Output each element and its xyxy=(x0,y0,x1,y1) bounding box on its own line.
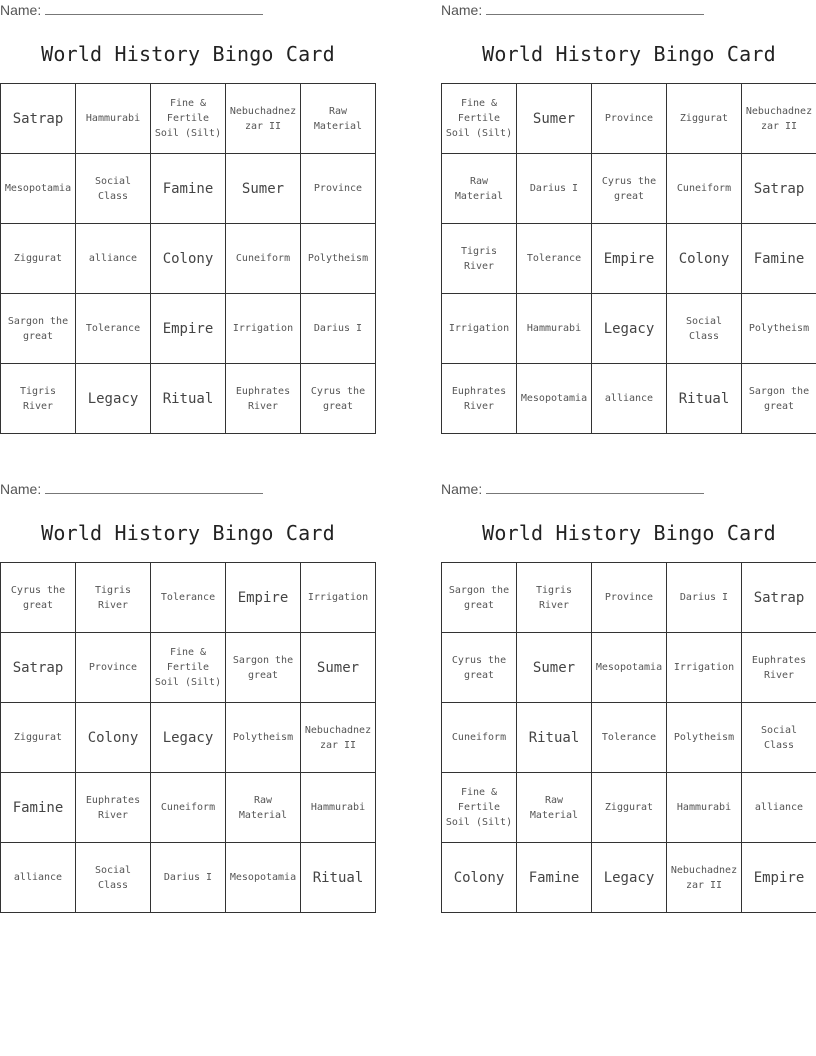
card-title: World History Bingo Card xyxy=(41,521,335,545)
bingo-cell[interactable]: Social Class xyxy=(742,703,816,773)
bingo-cell[interactable]: Sargon the great xyxy=(442,563,517,633)
bingo-cell[interactable]: Famine xyxy=(1,773,76,843)
bingo-cell[interactable]: Cuneiform xyxy=(151,773,226,843)
bingo-cell[interactable]: Cyrus the great xyxy=(442,633,517,703)
bingo-cell[interactable]: Province xyxy=(592,563,667,633)
bingo-cell[interactable]: Nebuchadnezzar II xyxy=(301,703,376,773)
bingo-cell[interactable]: Darius I xyxy=(517,154,592,224)
bingo-cell[interactable]: Tolerance xyxy=(151,563,226,633)
bingo-cell[interactable]: alliance xyxy=(76,224,151,294)
bingo-cell[interactable]: Famine xyxy=(517,843,592,913)
bingo-cell[interactable]: Mesopotamia xyxy=(226,843,301,913)
bingo-cell[interactable]: alliance xyxy=(1,843,76,913)
bingo-cell[interactable]: Mesopotamia xyxy=(1,154,76,224)
bingo-cell[interactable]: Nebuchadnezzar II xyxy=(667,843,742,913)
bingo-cell[interactable]: Fine & Fertile Soil (Silt) xyxy=(151,84,226,154)
bingo-cell[interactable]: Empire xyxy=(151,294,226,364)
bingo-cell[interactable]: Social Class xyxy=(667,294,742,364)
bingo-cell[interactable]: Fine & Fertile Soil (Silt) xyxy=(442,773,517,843)
bingo-cell[interactable]: Hammurabi xyxy=(301,773,376,843)
bingo-cell[interactable]: alliance xyxy=(592,364,667,434)
bingo-cell[interactable]: Polytheism xyxy=(742,294,816,364)
bingo-cell[interactable]: Province xyxy=(76,633,151,703)
bingo-cell[interactable]: Irrigation xyxy=(667,633,742,703)
bingo-cell[interactable]: Irrigation xyxy=(226,294,301,364)
bingo-cell[interactable]: Fine & Fertile Soil (Silt) xyxy=(151,633,226,703)
bingo-cell[interactable]: Sumer xyxy=(517,84,592,154)
bingo-cell[interactable]: Cyrus the great xyxy=(592,154,667,224)
bingo-cell[interactable]: Euphrates River xyxy=(76,773,151,843)
bingo-cell[interactable]: Legacy xyxy=(76,364,151,434)
bingo-cell[interactable]: Ritual xyxy=(517,703,592,773)
bingo-cell[interactable]: Polytheism xyxy=(301,224,376,294)
name-underline[interactable] xyxy=(486,2,704,15)
bingo-cell[interactable]: Mesopotamia xyxy=(592,633,667,703)
bingo-cell[interactable]: Legacy xyxy=(151,703,226,773)
bingo-cell[interactable]: Satrap xyxy=(1,633,76,703)
bingo-cell[interactable]: Province xyxy=(592,84,667,154)
bingo-cell[interactable]: Hammurabi xyxy=(667,773,742,843)
bingo-cell[interactable]: Nebuchadnezzar II xyxy=(226,84,301,154)
bingo-cell[interactable]: Satrap xyxy=(742,154,816,224)
bingo-cell[interactable]: Darius I xyxy=(301,294,376,364)
name-label: Name: xyxy=(441,481,483,497)
name-field-line xyxy=(441,2,704,18)
bingo-cell[interactable]: Cyrus the great xyxy=(1,563,76,633)
bingo-grid xyxy=(441,562,816,913)
name-label: Name: xyxy=(0,481,42,497)
bingo-cell[interactable]: Famine xyxy=(151,154,226,224)
bingo-cell[interactable]: Famine xyxy=(742,224,816,294)
bingo-cell[interactable]: Irrigation xyxy=(442,294,517,364)
bingo-cell[interactable]: Sumer xyxy=(517,633,592,703)
bingo-cell[interactable]: Colony xyxy=(76,703,151,773)
card-title: World History Bingo Card xyxy=(482,521,776,545)
bingo-cell[interactable]: Raw Material xyxy=(226,773,301,843)
bingo-cell[interactable]: Ziggurat xyxy=(667,84,742,154)
bingo-cell[interactable]: alliance xyxy=(742,773,816,843)
bingo-cell[interactable]: Ritual xyxy=(301,843,376,913)
bingo-cell[interactable]: Social Class xyxy=(76,154,151,224)
bingo-cell[interactable]: Sumer xyxy=(226,154,301,224)
bingo-cell[interactable]: Cuneiform xyxy=(442,703,517,773)
bingo-cell[interactable]: Empire xyxy=(592,224,667,294)
bingo-cell[interactable]: Tolerance xyxy=(76,294,151,364)
bingo-cell[interactable]: Satrap xyxy=(1,84,76,154)
bingo-cell[interactable]: Tolerance xyxy=(517,224,592,294)
bingo-cell[interactable]: Colony xyxy=(151,224,226,294)
name-field-line xyxy=(0,2,263,18)
bingo-cell[interactable]: Legacy xyxy=(592,294,667,364)
bingo-cell[interactable]: Tigris River xyxy=(442,224,517,294)
name-underline[interactable] xyxy=(45,2,263,15)
bingo-cell[interactable]: Ritual xyxy=(667,364,742,434)
bingo-cell[interactable]: Raw Material xyxy=(442,154,517,224)
bingo-cell[interactable]: Ziggurat xyxy=(592,773,667,843)
bingo-cell[interactable]: Cuneiform xyxy=(226,224,301,294)
bingo-cell[interactable]: Hammurabi xyxy=(76,84,151,154)
bingo-cell[interactable]: Sargon the great xyxy=(1,294,76,364)
bingo-cell[interactable]: Polytheism xyxy=(226,703,301,773)
bingo-cell[interactable]: Cuneiform xyxy=(667,154,742,224)
name-underline[interactable] xyxy=(45,481,263,494)
bingo-cell[interactable]: Tigris River xyxy=(517,563,592,633)
bingo-cell[interactable]: Euphrates River xyxy=(442,364,517,434)
bingo-cell[interactable]: Darius I xyxy=(151,843,226,913)
bingo-cell[interactable]: Sargon the great xyxy=(226,633,301,703)
bingo-cell[interactable]: Fine & Fertile Soil (Silt) xyxy=(442,84,517,154)
bingo-cell[interactable]: Hammurabi xyxy=(517,294,592,364)
name-label: Name: xyxy=(0,2,42,18)
bingo-cell[interactable]: Legacy xyxy=(592,843,667,913)
card-title: World History Bingo Card xyxy=(41,42,335,66)
bingo-cell[interactable]: Satrap xyxy=(742,563,816,633)
name-label: Name: xyxy=(441,2,483,18)
bingo-cell[interactable]: Mesopotamia xyxy=(517,364,592,434)
name-field-line xyxy=(441,481,704,497)
bingo-cell[interactable]: Cyrus the great xyxy=(301,364,376,434)
bingo-cell[interactable]: Raw Material xyxy=(301,84,376,154)
bingo-grid xyxy=(441,83,816,434)
bingo-cell[interactable]: Ziggurat xyxy=(1,703,76,773)
bingo-cell[interactable]: Sumer xyxy=(301,633,376,703)
bingo-cell[interactable]: Raw Material xyxy=(517,773,592,843)
bingo-cell[interactable]: Tolerance xyxy=(592,703,667,773)
bingo-cell[interactable]: Social Class xyxy=(76,843,151,913)
bingo-grid xyxy=(0,562,376,913)
bingo-cell[interactable]: Ziggurat xyxy=(1,224,76,294)
bingo-cell[interactable]: Polytheism xyxy=(667,703,742,773)
bingo-cell[interactable]: Darius I xyxy=(667,563,742,633)
bingo-cell[interactable]: Irrigation xyxy=(301,563,376,633)
bingo-cell[interactable]: Empire xyxy=(742,843,816,913)
bingo-cell[interactable]: Province xyxy=(301,154,376,224)
bingo-cell[interactable]: Colony xyxy=(442,843,517,913)
bingo-cell[interactable]: Sargon the great xyxy=(742,364,816,434)
bingo-cell[interactable]: Tigris River xyxy=(76,563,151,633)
bingo-cell[interactable]: Ritual xyxy=(151,364,226,434)
card-title: World History Bingo Card xyxy=(482,42,776,66)
bingo-cell[interactable]: Euphrates River xyxy=(226,364,301,434)
bingo-cell[interactable]: Empire xyxy=(226,563,301,633)
bingo-cell[interactable]: Euphrates River xyxy=(742,633,816,703)
bingo-cell[interactable]: Colony xyxy=(667,224,742,294)
bingo-cell[interactable]: Nebuchadnezzar II xyxy=(742,84,816,154)
name-underline[interactable] xyxy=(486,481,704,494)
bingo-grid xyxy=(0,83,376,434)
name-field-line xyxy=(0,481,263,497)
bingo-cell[interactable]: Tigris River xyxy=(1,364,76,434)
